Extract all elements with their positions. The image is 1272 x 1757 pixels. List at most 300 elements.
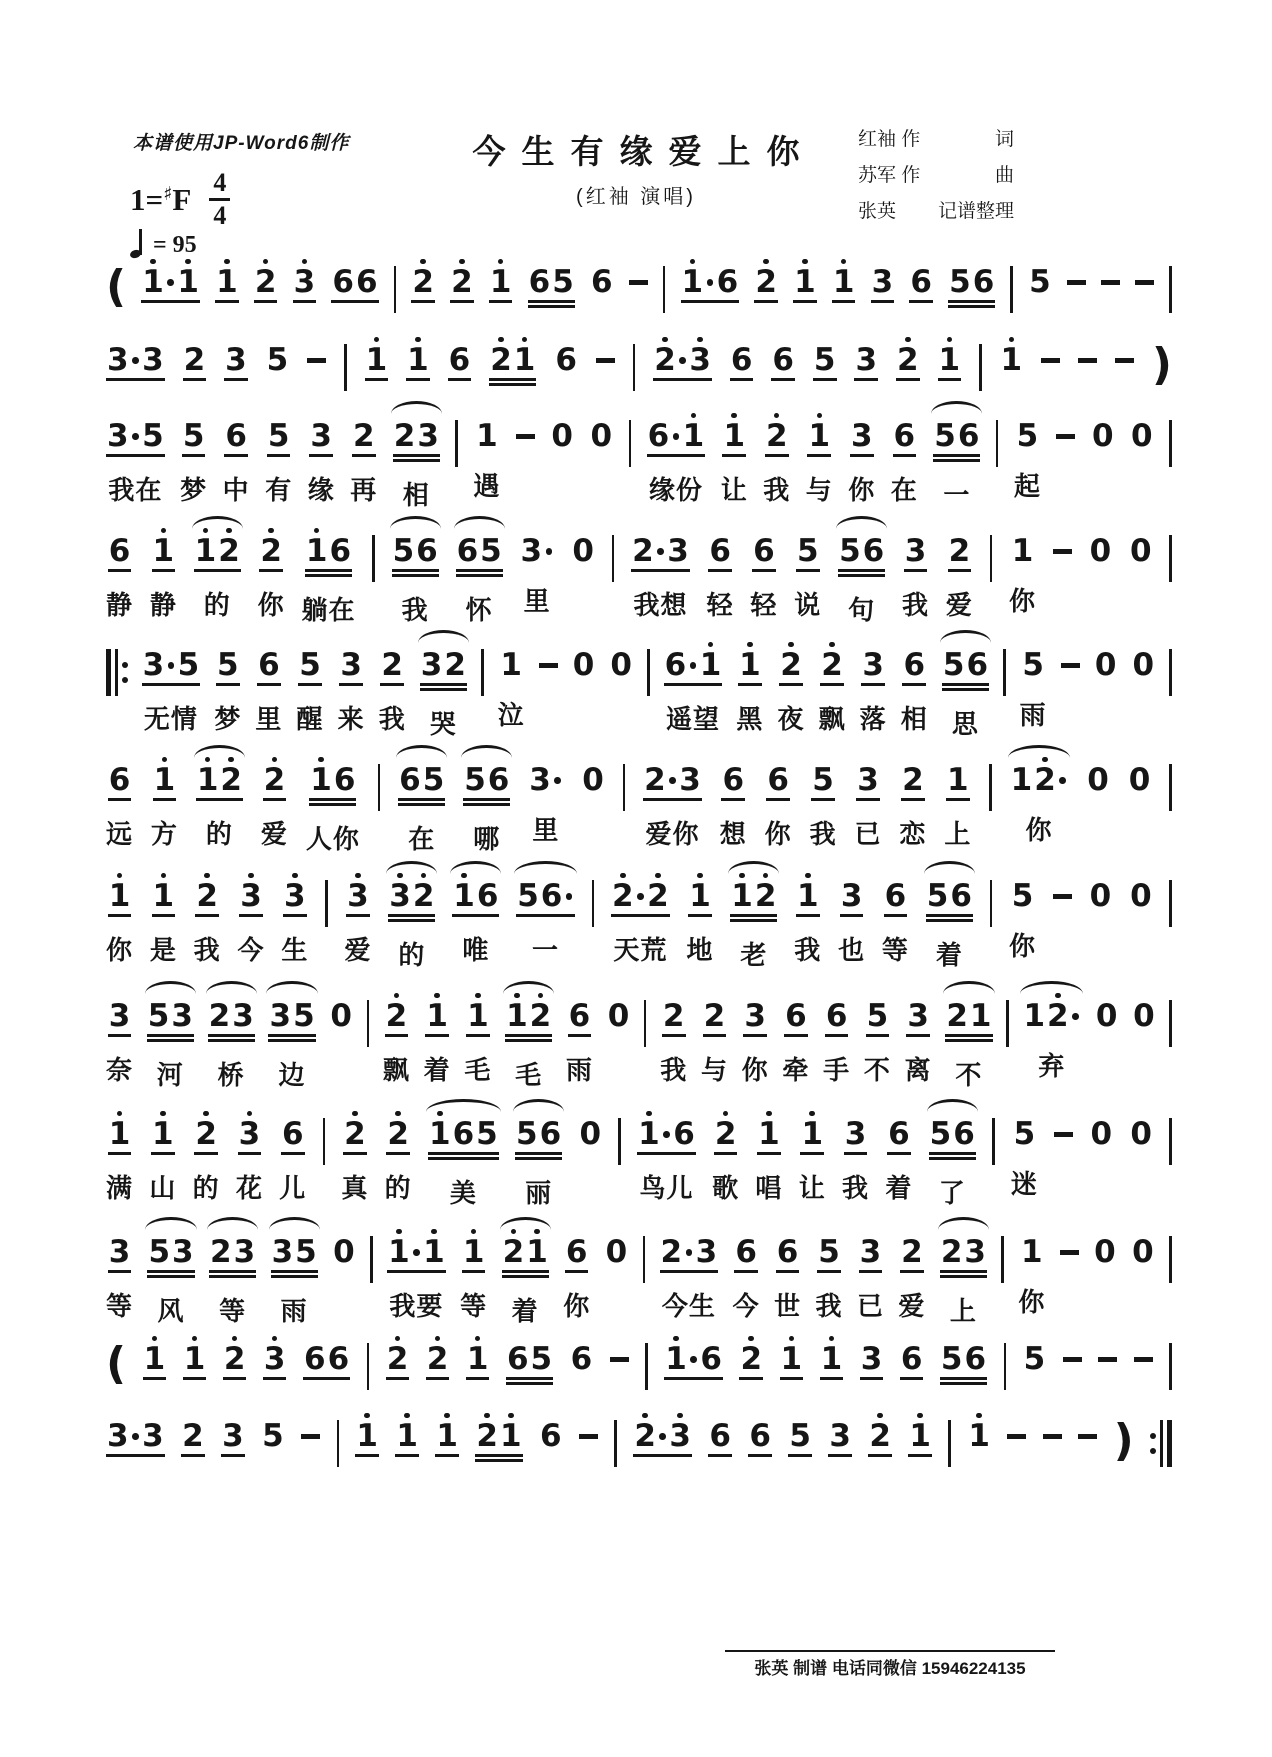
lyric: 爱: [945, 589, 973, 620]
beam-underline: [153, 798, 177, 801]
beam-underline: [182, 454, 206, 457]
beam-underline: [515, 1152, 562, 1160]
beam-underline: [152, 569, 176, 572]
duration-dash: [1056, 410, 1075, 439]
note-token: 3 生: [281, 870, 308, 967]
barline: [1169, 764, 1172, 811]
beam-underline: [565, 1270, 589, 1273]
credit-row-0: [858, 124, 1014, 151]
augmentation-dot: [132, 433, 139, 440]
augmentation-dot: [413, 1249, 420, 1256]
note-token: 3 我: [902, 533, 930, 620]
note-token: 1 6: [664, 1333, 723, 1380]
beam-underline: [346, 914, 370, 917]
lyric: 花: [235, 1172, 263, 1203]
barline: [372, 535, 375, 582]
note-token: 0: [1094, 1234, 1116, 1270]
beam-underline: [926, 914, 973, 922]
note-token: 6 着: [885, 1116, 913, 1203]
note-token: 2 2 天荒: [611, 870, 670, 967]
lyric: 不: [955, 1059, 983, 1090]
lyric: 远: [106, 818, 134, 849]
note-token: 2: [754, 256, 778, 303]
beam-underline: [239, 914, 263, 917]
note-token: 0: [1130, 878, 1152, 914]
note-token: 2: [223, 1333, 247, 1380]
slur-arc: [390, 516, 441, 529]
lyric: 缘: [307, 474, 335, 505]
note-token: 2 再: [350, 418, 378, 505]
note-token: 6 手: [823, 998, 851, 1085]
time-signature-numerator: 4: [209, 170, 230, 201]
slur-arc: [513, 1099, 564, 1112]
beam-underline: [766, 798, 790, 801]
beam-underline: [263, 798, 287, 801]
lyric: 也: [838, 934, 866, 965]
beam-underline: [309, 798, 356, 806]
note-token: 1 唱: [755, 1108, 782, 1205]
beam-underline: [793, 300, 817, 303]
note-token: 3 离: [904, 998, 932, 1085]
note-token: 2: [868, 1410, 892, 1457]
credits-block: [858, 124, 1014, 232]
note-token: 1: [406, 334, 430, 381]
note-token: 5 6 一: [516, 870, 575, 967]
beam-underline: [452, 914, 499, 917]
lyric: 着: [935, 939, 963, 970]
barline: [1169, 880, 1172, 927]
note-token: 6 5: [506, 1333, 553, 1385]
note-token: 5: [1023, 1341, 1046, 1377]
note-token: 1 与: [806, 410, 833, 507]
beam-underline: [708, 569, 732, 572]
beam-underline: [832, 300, 856, 303]
beam-underline: [309, 454, 333, 457]
beam-underline: [901, 798, 925, 801]
beam-underline: [355, 1454, 379, 1457]
music-line-1: [106, 242, 1172, 313]
barline: [592, 880, 595, 927]
parenthesis: (: [106, 261, 127, 312]
note-token: 1 你: [106, 870, 133, 967]
lyric: 唱: [755, 1172, 783, 1203]
duration-dash: [1041, 334, 1060, 363]
beam-underline: [352, 454, 376, 457]
note-token: 1 黑: [736, 639, 763, 736]
lyric: 等: [881, 934, 909, 965]
credit-row-2: [858, 196, 1014, 223]
note-token: 2 你: [258, 525, 285, 622]
key-tonic: F: [172, 181, 192, 217]
note-token: 3 来: [337, 647, 365, 734]
lyric: 世: [774, 1290, 802, 1321]
barline: [663, 266, 666, 313]
note-token: 3: [293, 256, 317, 303]
lyric: 恋: [899, 818, 927, 849]
lyric: 中: [222, 474, 250, 505]
note-token: 3 我: [842, 1116, 870, 1203]
augmentation-dot: [686, 1249, 693, 1256]
barline: [623, 764, 626, 811]
credit-role: 红袖 作: [858, 129, 921, 150]
lyric: 里: [532, 815, 560, 845]
lyric: 离: [904, 1054, 932, 1085]
barline: [1169, 1118, 1172, 1165]
lyric: 等: [219, 1295, 247, 1326]
beam-underline: [425, 1034, 449, 1037]
note-token: 1: [365, 334, 389, 381]
note-token: 6 在: [890, 418, 918, 505]
lyric: 哪: [473, 823, 501, 854]
lyric: 着: [423, 1054, 451, 1085]
beam-underline: [506, 1377, 553, 1385]
note-token: 0: [1089, 533, 1112, 569]
beam-underline: [141, 300, 200, 303]
note-token: 1: [143, 1333, 167, 1380]
note-token: 0: [1094, 647, 1117, 683]
note-token: 2 的: [385, 1108, 412, 1205]
beam-underline: [406, 378, 430, 381]
lyric: 你: [848, 474, 876, 505]
music-line-7: [106, 856, 1172, 972]
barline: [1010, 266, 1013, 313]
beam-underline: [662, 1034, 686, 1037]
lyric: 你: [741, 1054, 769, 1085]
repeat-end-sign: [1150, 1420, 1172, 1467]
lyric: 说: [794, 589, 822, 620]
note-token: 3: [263, 1333, 287, 1380]
beam-underline: [811, 798, 835, 801]
parenthesis: ): [1151, 339, 1172, 390]
slur-arc: [927, 1099, 978, 1112]
note-token: 6 中: [222, 418, 250, 505]
beam-underline: [664, 1377, 723, 1380]
duration-dash: [1098, 1333, 1117, 1362]
lyric: 满: [106, 1172, 134, 1203]
beam-underline: [906, 1034, 930, 1037]
beam-underline: [754, 300, 778, 303]
note-token: 2 我: [763, 410, 790, 507]
slur-arc: [386, 861, 437, 874]
beam-underline: [940, 1270, 987, 1278]
note-token: 2: [411, 256, 435, 303]
beam-underline: [463, 798, 510, 806]
note-token: 2 我: [378, 647, 406, 734]
duration-dash: [579, 1410, 598, 1439]
note-token: 0: [607, 998, 630, 1034]
note-token: 5: [788, 1410, 812, 1457]
beam-underline: [448, 378, 472, 381]
note-token: 3 奈: [106, 998, 134, 1085]
lyric: 思: [951, 708, 979, 739]
note-token: 5 我: [809, 762, 837, 849]
beam-underline: [908, 1454, 932, 1457]
beam-underline: [380, 683, 404, 686]
beam-underline: [647, 454, 706, 457]
slur-arc: [943, 981, 994, 994]
lyric: 我: [815, 1290, 843, 1321]
beam-underline: [343, 1152, 367, 1155]
note-token: 1: [832, 256, 856, 303]
lyric: 儿: [279, 1172, 307, 1203]
barline: [643, 1236, 646, 1283]
slur-arc: [266, 981, 317, 994]
note-token: 5 3 风: [147, 1226, 194, 1328]
music-line-10: [106, 1212, 1172, 1328]
note-token: 6 你: [764, 762, 792, 849]
note-token: 1 6 躺在: [301, 525, 355, 627]
beam-underline: [263, 1377, 287, 1380]
note-token: 1 6 5 美: [428, 1108, 499, 1210]
lyric: 与: [805, 474, 833, 505]
lyric: 我: [763, 474, 791, 505]
note-token: 6 等: [881, 878, 909, 965]
music-line-11: [106, 1319, 1172, 1390]
augmentation-dot: [637, 893, 644, 900]
beam-underline: [708, 1454, 732, 1457]
footer-credit: [725, 1650, 1055, 1679]
lyric: 着: [885, 1172, 913, 1203]
lyric: 相: [900, 703, 928, 734]
note-token: 3 5 边: [268, 990, 315, 1092]
beam-underline: [108, 1152, 132, 1155]
note-token: 3 缘: [307, 418, 335, 505]
note-token: 6: [448, 334, 472, 381]
augmentation-dot: [554, 777, 561, 784]
beam-underline: [866, 1034, 890, 1037]
note-token: 5 你: [1009, 878, 1037, 961]
barline: [1169, 535, 1172, 582]
note-token: 0: [610, 647, 632, 683]
note-token: 1 着: [424, 990, 451, 1087]
note-token: 6: [909, 256, 933, 303]
beam-underline: [331, 300, 378, 303]
beam-underline: [637, 1152, 696, 1155]
parenthesis: (: [106, 1338, 127, 1389]
beam-underline: [147, 1270, 194, 1278]
lyric: 我: [842, 1172, 870, 1203]
credit-name: 记谱整理: [937, 201, 1014, 222]
lyric: 着: [511, 1295, 539, 1326]
beam-underline: [820, 683, 844, 686]
beam-underline: [143, 1377, 167, 1380]
beam-underline: [385, 1034, 409, 1037]
beam-underline: [893, 454, 917, 457]
beam-underline: [254, 300, 278, 303]
note-token: 2 3 等: [209, 1226, 256, 1328]
beam-underline: [611, 914, 670, 917]
note-token: 5 6 一: [933, 410, 980, 512]
barline: [1169, 649, 1172, 696]
note-token: 6 5 在: [398, 754, 445, 856]
lyric: 桥: [217, 1059, 245, 1090]
beam-underline: [387, 1270, 446, 1273]
slur-arc: [207, 1217, 258, 1230]
note-token: 5 说: [794, 533, 822, 620]
beam-underline: [305, 569, 352, 577]
lyric: 来: [337, 703, 365, 734]
note-token: 1: [780, 1333, 804, 1380]
note-token: 2 3 桥: [208, 990, 255, 1092]
barline: [948, 1420, 951, 1467]
beam-underline: [183, 1377, 207, 1380]
lyric: 了: [938, 1177, 966, 1208]
beam-underline: [215, 300, 239, 303]
note-token: 1 静: [150, 525, 177, 622]
lyric: 迷: [1010, 1169, 1038, 1199]
note-token: 6: [771, 334, 795, 381]
note-token: 3 2 哭: [420, 639, 467, 741]
lyric: 的: [192, 1172, 220, 1203]
music-line-6: [106, 740, 1172, 856]
beam-underline: [365, 378, 389, 381]
beam-underline: [771, 378, 795, 381]
lyric: 爱: [898, 1290, 926, 1321]
lyric: 飘: [382, 1054, 410, 1085]
beam-underline: [108, 914, 132, 917]
note-token: 5: [262, 1418, 284, 1454]
beam-underline: [688, 914, 712, 917]
note-token: 6 相: [900, 647, 928, 734]
lyric: 起: [1013, 471, 1041, 501]
barline: [629, 420, 632, 467]
song-title: 今生有缘爱上你: [472, 133, 816, 170]
barline: [367, 1000, 370, 1047]
duration-dash: [1134, 1333, 1153, 1362]
barline: [370, 1236, 373, 1283]
note-token: 2 1: [489, 334, 536, 386]
key-prefix: 1=: [130, 181, 164, 217]
note-token: 1: [355, 1410, 379, 1457]
beam-underline: [776, 1270, 800, 1273]
slur-arc: [206, 981, 257, 994]
music-line-8: [106, 976, 1172, 1092]
note-token: 1 山: [149, 1108, 176, 1205]
beam-underline: [653, 378, 712, 381]
note-token: 5 6 哪: [463, 754, 510, 856]
slur-arc: [418, 630, 469, 643]
beam-underline: [856, 798, 880, 801]
beam-underline: [860, 1377, 884, 1380]
note-token: 2 3 相: [393, 410, 440, 512]
lyric: 今生: [661, 1290, 716, 1321]
barline: [367, 1343, 370, 1390]
lyric: 我在: [108, 474, 163, 505]
lyric: 已: [854, 818, 882, 849]
repeat-begin-sign: [106, 649, 128, 696]
note-token: 1 1 我要: [387, 1226, 446, 1323]
lyric: 河: [156, 1059, 184, 1090]
note-token: 2 1 着: [502, 1226, 549, 1328]
credit-role: 张英: [858, 201, 897, 222]
barline: [1169, 266, 1172, 313]
note-token: 1 等: [460, 1226, 487, 1323]
augmentation-dot: [669, 777, 676, 784]
note-token: 3 已: [856, 1234, 884, 1321]
slur-arc: [145, 981, 196, 994]
footer-text: 张英 制谱 电话同微信 15946224135: [754, 1659, 1026, 1678]
beam-underline: [854, 378, 878, 381]
lyric: 爱: [344, 934, 372, 965]
beam-underline: [796, 569, 820, 572]
beam-underline: [850, 454, 874, 457]
note-token: 1 2 你: [1010, 754, 1069, 847]
beam-underline: [435, 1454, 459, 1457]
barline: [325, 880, 328, 927]
note-token: 2 飘: [819, 639, 846, 736]
note-token: 3: [224, 334, 248, 381]
lyric: 醒: [296, 703, 324, 734]
note-token: 6 世: [774, 1234, 802, 1321]
note-token: 6 牵: [782, 998, 810, 1085]
note-token: 3 也: [838, 878, 866, 965]
lyric: 地: [686, 934, 714, 965]
lyric: 边: [278, 1059, 306, 1090]
lyric: 我: [809, 818, 837, 849]
note-token: 0: [330, 998, 352, 1034]
beam-underline: [900, 1377, 924, 1380]
note-token: 1: [967, 1410, 991, 1453]
beam-underline: [108, 1270, 132, 1273]
beam-underline: [681, 300, 740, 303]
note-token: 0: [1132, 647, 1155, 683]
lyric: 我想: [633, 589, 688, 620]
lyric: 美: [449, 1177, 477, 1208]
lyric: 遇: [473, 471, 501, 501]
beam-underline: [392, 569, 439, 577]
note-token: 6 6: [331, 256, 378, 303]
credit-row-1: [858, 160, 1014, 187]
beam-underline: [388, 914, 435, 922]
barline: [996, 420, 999, 467]
note-token: 5 不: [863, 998, 891, 1085]
note-token: 1 泣: [497, 647, 525, 730]
augmentation-dot: [673, 433, 680, 440]
barline: [612, 535, 615, 582]
note-token: 2: [183, 334, 207, 381]
beam-underline: [730, 378, 754, 381]
note-token: 2 歌: [712, 1108, 739, 1205]
duration-dash: [610, 1333, 629, 1362]
note-token: 3 5 无情: [142, 647, 200, 734]
note-token: 0: [590, 418, 613, 454]
beam-underline: [181, 1454, 205, 1457]
slur-arc: [269, 1217, 320, 1230]
note-token: 2 爱: [261, 754, 288, 851]
lyric: 缘份: [648, 474, 703, 505]
lyric: 夜: [777, 703, 805, 734]
barline: [618, 1118, 621, 1165]
duration-dash: [1067, 256, 1086, 285]
beam-underline: [456, 569, 503, 577]
note-token: 2: [739, 1333, 763, 1380]
beam-underline: [224, 378, 248, 381]
barline: [481, 649, 484, 696]
note-token: 6 儿: [279, 1116, 307, 1203]
note-token: 1: [395, 1410, 419, 1457]
beam-underline: [871, 300, 895, 303]
tempo-value: = 95: [153, 232, 197, 258]
lyric: 与: [700, 1054, 728, 1085]
barline: [455, 420, 458, 467]
slur-arc: [1020, 981, 1083, 994]
note-token: 0: [579, 1116, 602, 1152]
key-signature: [130, 170, 230, 229]
lyric: 上: [949, 1295, 977, 1326]
note-token: 3 你: [848, 418, 876, 505]
lyric: 爱你: [645, 818, 700, 849]
note-token: 3 你: [741, 998, 769, 1085]
